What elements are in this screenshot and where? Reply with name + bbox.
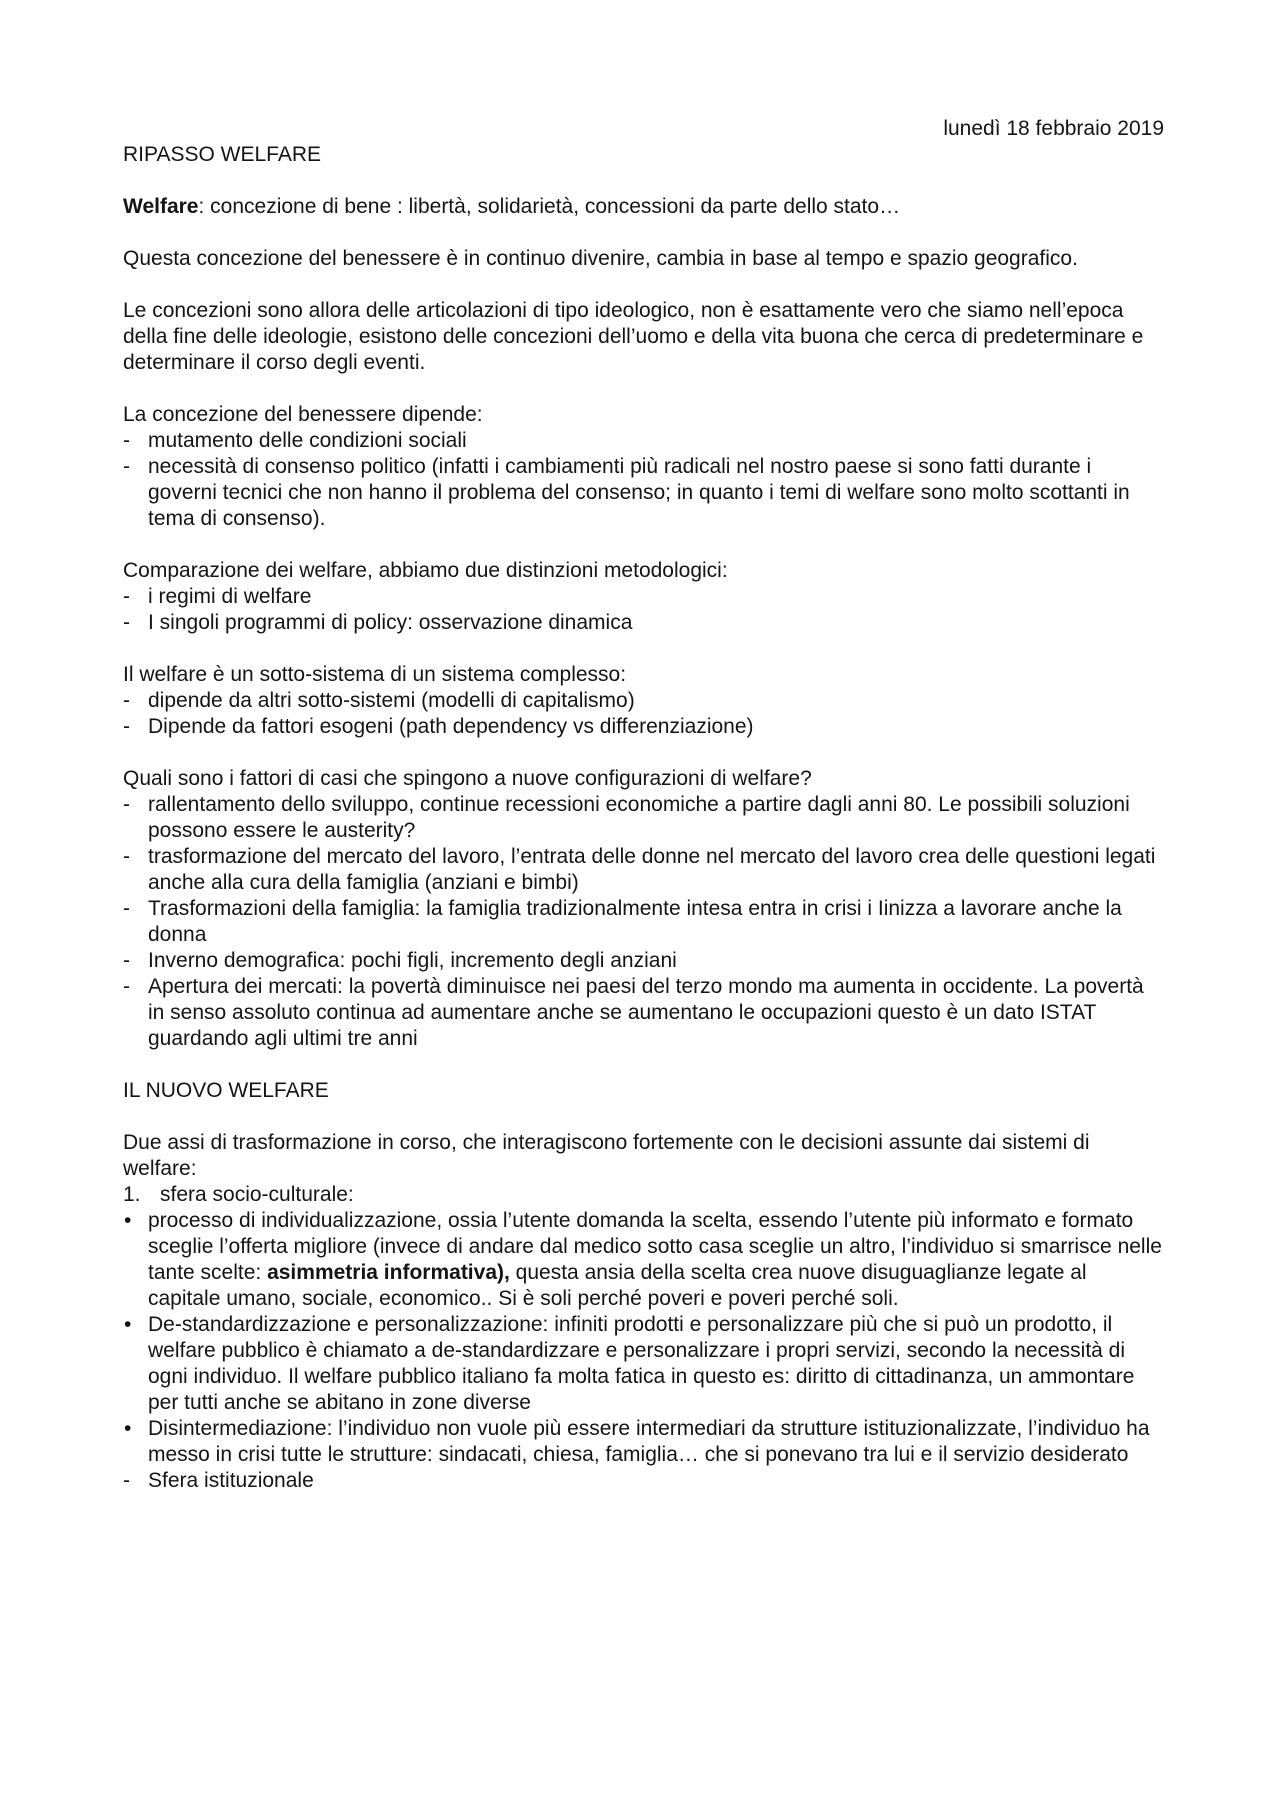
item-number: 1. [123, 1183, 141, 1206]
document-date: lunedì 18 febbraio 2019 [943, 117, 1164, 140]
item-text: questa ansia della scelta crea nuove disuguaglianze legate al capitale umano, sociale, economico.. Si è soli perché poveri e poveri perché soli. [148, 1261, 1087, 1310]
dash-list [123, 1468, 1164, 1494]
list-item [123, 1208, 1164, 1312]
numbered-item [123, 1182, 1164, 1208]
block-intro: Comparazione dei welfare, abbiamo due distinzioni metodologici: [123, 559, 728, 582]
block-comparazione [123, 558, 1164, 636]
block-fattori [123, 766, 1164, 1052]
item-text: processo di individualizzazione, ossia l’utente domanda la scelta, essendo l’utente più informato e formato sceglie l’offerta migliore (invece di andare dal medico sotto casa sceglie un altro, l’individuo si smarrisce nelle tante scelte: [148, 1209, 1162, 1284]
list-item: - necessità di consenso politico (infatti i cambiamenti più radicali nel nostro paese si sono fatti durante i governi tecnici che non hanno il problema del consenso; in quanto i temi di welfare sono molto scottanti in tema di consenso). [123, 454, 1164, 532]
block-dipende [123, 402, 1164, 532]
dash-list [123, 428, 1164, 532]
list-item: - Sfera istituzionale [123, 1468, 1164, 1494]
list-item: - dipende da altri sotto-sistemi (modelli di capitalismo) [123, 688, 1164, 714]
definition-term: Welfare [123, 195, 199, 218]
list-item: - Apertura dei mercati: la povertà diminuisce nei paesi del terzo mondo ma aumenta in occidente. La povertà in senso assoluto continua ad aumentare anche se aumentano le occupazioni questo è un dato ISTAT guardando agli ultimi tre anni [123, 974, 1164, 1052]
block-intro: Il welfare è un sotto-sistema di un sistema complesso: [123, 663, 627, 686]
list-item: - Trasformazioni della famiglia: la famiglia tradizionalmente intesa entra in crisi i Iinizza a lavorare anche la donna [123, 896, 1164, 948]
block-nuovo-welfare [123, 1130, 1164, 1494]
dash-list [123, 688, 1164, 740]
item-text: sfera socio-culturale: [160, 1183, 354, 1206]
block-intro: Quali sono i fattori di casi che spingono a nuove configurazioni di welfare? [123, 767, 812, 790]
welfare-definition [123, 194, 1164, 220]
definition-text: : concezione di bene : libertà, solidarietà, concessioni da parte dello stato… [198, 195, 901, 218]
section-title-nuovo-welfare: IL NUOVO WELFARE [123, 1079, 329, 1102]
dash-list [123, 584, 1164, 636]
list-item: - i regimi di welfare [123, 584, 1164, 610]
dash-list [123, 792, 1164, 1052]
block-sottosistema [123, 662, 1164, 740]
block-intro: Due assi di trasformazione in corso, che interagiscono fortemente con le decisioni assunte dai sistemi di welfare: [123, 1131, 1090, 1180]
list-item: • De-standardizzazione e personalizzazione: infiniti prodotti e personalizzare più che si può un prodotto, il welfare pubblico è chiamato a de-standardizzare e personalizzare i propri servizi, secondo la necessità di ogni individuo. Il welfare pubblico italiano fa molta fatica in questo es: diritto di cittadinanza, un ammontare per tutti anche se abitano in zone diverse [123, 1312, 1164, 1416]
block-intro: La concezione del benessere dipende: [123, 403, 483, 426]
list-item: - mutamento delle condizioni sociali [123, 428, 1164, 454]
item-bold-text: asimmetria informativa), [267, 1261, 510, 1284]
list-item: - trasformazione del mercato del lavoro, l’entrata delle donne nel mercato del lavoro crea delle questioni legati anche alla cura della famiglia (anziani e bimbi) [123, 844, 1164, 896]
paragraph-benessere: Questa concezione del benessere è in continuo divenire, cambia in base al tempo e spazio geografico. [123, 247, 1078, 270]
numbered-list [123, 1182, 1164, 1208]
list-item: • Disintermediazione: l’individuo non vuole più essere intermediari da strutture istituzionalizzate, l’individuo ha messo in crisi tutte le strutture: sindacati, chiesa, famiglia… che si ponevano tra lui e il servizio desiderato [123, 1416, 1164, 1468]
paragraph-concezioni: Le concezioni sono allora delle articolazioni di tipo ideologico, non è esattamente vero che siamo nell’epoca della fine delle ideologie, esistono delle concezioni dell’uomo e della vita buona che cerca di predeterminare e determinare il corso degli eventi. [123, 299, 1144, 374]
document-title: RIPASSO WELFARE [123, 143, 321, 166]
list-item: - I singoli programmi di policy: osservazione dinamica [123, 610, 1164, 636]
bullet-list [123, 1208, 1164, 1468]
list-item: - Dipende da fattori esogeni (path dependency vs differenziazione) [123, 714, 1164, 740]
list-item: - Inverno demografica: pochi figli, incremento degli anziani [123, 948, 1164, 974]
list-item: - rallentamento dello sviluppo, continue recessioni economiche a partire dagli anni 80. Le possibili soluzioni possono essere le austerity? [123, 792, 1164, 844]
